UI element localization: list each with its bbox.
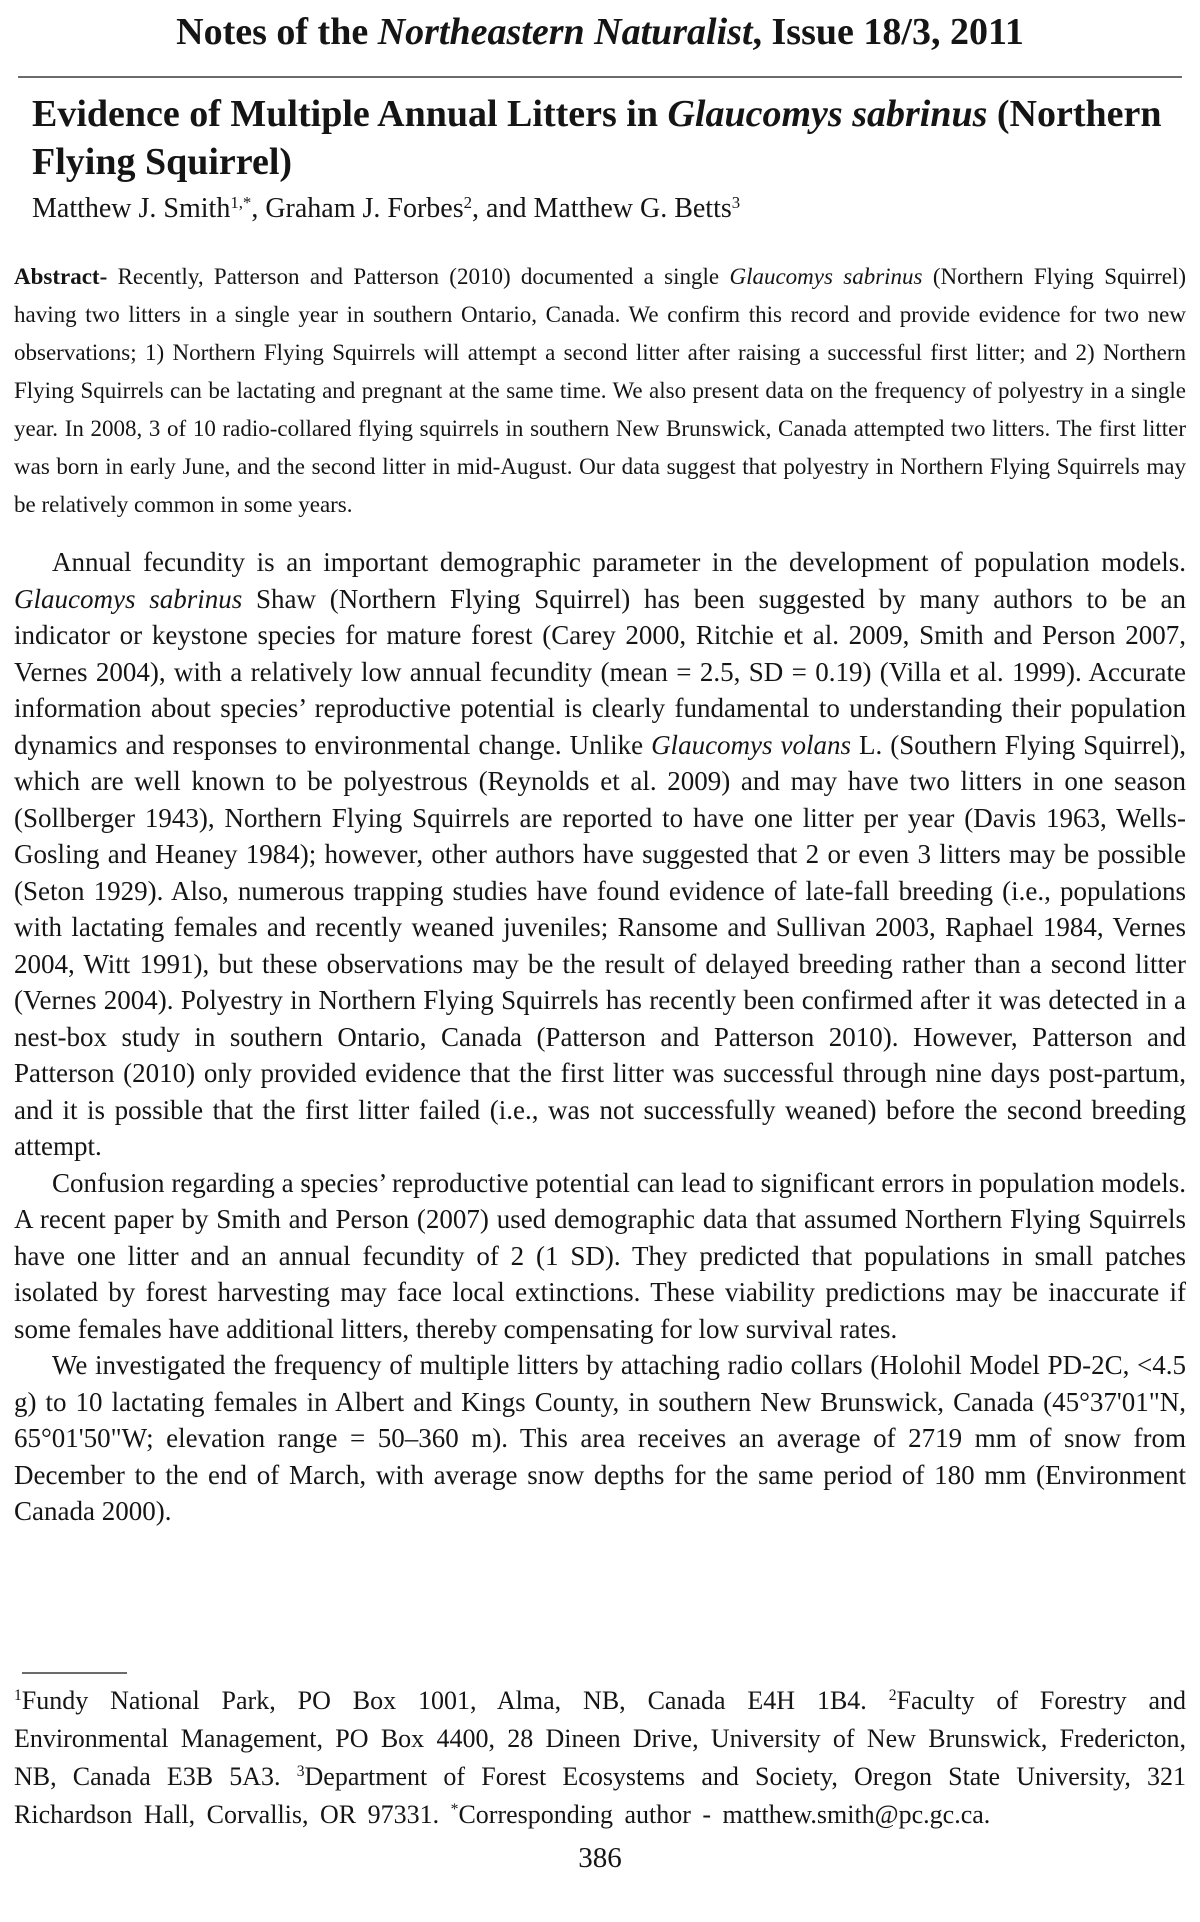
footnote-area (14, 1672, 1186, 1876)
body-paragraph-3: We investigated the frequency of multiple litters by attaching radio collars (Holohil Model PD-2C, <4.5 g) to 10 lactating females in Albert and Kings County, in southern New Brunswick, Canada (45°37'01"N, 65°01'50"W; elevation range = 50–360 m). This area receives an average of 2719 mm of snow from December to the end of March, with average snow depths for the same period of 180 mm (Environment Canada 2000). (14, 1350, 1186, 1526)
abstract-paragraph: Abstract- Recently, Patterson and Patterson (2010) documented a single Glaucomys sabrinus (Northern Flying Squirrel) having two litters in a single year in southern Ontario, Canada. We confirm this record and provide evidence for two new observations; 1) Northern Flying Squirrels will attempt a second litter after raising a successful first litter; and 2) Northern Flying Squirrels can be lactating and pregnant at the same time. We also present data on the frequency of polyestry in a single year. In 2008, 3 of 10 radio-collared flying squirrels in southern New Brunswick, Canada attempted two litters. The first litter was born in early June, and the second litter in mid-August. Our data suggest that polyestry in Northern Flying Squirrels may be relatively common in some years. (14, 264, 1186, 517)
journal-header: Notes of the Northeastern Naturalist, Issue 18/3, 2011 (176, 11, 1024, 53)
footnote-rule (22, 1672, 127, 1674)
header-rule (18, 76, 1182, 78)
article-title: Evidence of Multiple Annual Litters in Glaucomys sabrinus (Northern Flying Squirrel) (32, 93, 1162, 183)
author-line: Matthew J. Smith$^{1,*}$, Graham J. Forbes$^2$, and Matthew G. Betts$^3$ (32, 192, 741, 224)
body-paragraph-2: Confusion regarding a species’ reproductive potential can lead to significant errors in population models. A recent paper by Smith and Person (2007) used demographic data that assumed Northern Flying Squirrels have one litter and an annual fecundity of 2 (1 SD). They predicted that populations in small patches isolated by forest harvesting may face local extinctions. These viability predictions may be inaccurate if some females have additional litters, thereby compensating for low survival rates. (14, 1167, 1186, 1344)
footnote-text: $^1$Fundy National Park, PO Box 1001, Alma, NB, Canada E4H 1B4. $^2$Faculty of Forestry and Environmental Management, PO Box 4400, 28 Dineen Drive, University of New Brunswick, Fredericton, NB, Canada E3B 5A3. $^3$Department of Forest Ecosystems and Society, Oregon State University, 321 Richardson Hall, Corvallis, OR 97331. *Corresponding author - matthew.smith@pc.gc.ca. (14, 1686, 1187, 1829)
body-paragraph-1: Annual fecundity is an important demographic parameter in the development of population models. Glaucomys sabrinus Shaw (Northern Flying Squirrel) has been suggested by many authors to be an indicator or keystone species for mature forest (Carey 2000, Ritchie et al. 2009, Smith and Person 2007, Vernes 2004), with a relatively low annual fecundity (mean = 2.5, SD = 0.19) (Villa et al. 1999). Accurate information about species’ reproductive potential is clearly fundamental to understanding their population dynamics and responses to environmental change. Unlike Glaucomys volans L. (Southern Flying Squirrel), which are well known to be polyestrous (Reynolds et al. 2009) and may have two litters in one season (Sollberger 1943), Northern Flying Squirrels are reported to have one litter per year (Davis 1963, Wells-Gosling and Heaney 1984); however, other authors have suggested that 2 or even 3 litters may be possible (Seton 1929). Also, numerous trapping studies have found evidence of late-fall breeding (i.e., populations with lactating females and recently weaned juveniles; Ransome and Sullivan 2003, Raphael 1984, Vernes 2004, Witt 1991), but these observations may be the result of delayed breeding rather than a second litter (Vernes 2004). Polyestry in Northern Flying Squirrels has recently been confirmed after it was detected in a nest-box study in southern Ontario, Canada (Patterson and Patterson 2010). However, Patterson and Patterson (2010) only provided evidence that the first litter was successful through nine days post-partum, and it is possible that the first litter failed (i.e., was not successfully weaned) before the second breeding attempt. (14, 547, 1186, 1161)
page-number: 386 (578, 1842, 622, 1874)
article-body (14, 544, 1186, 1530)
